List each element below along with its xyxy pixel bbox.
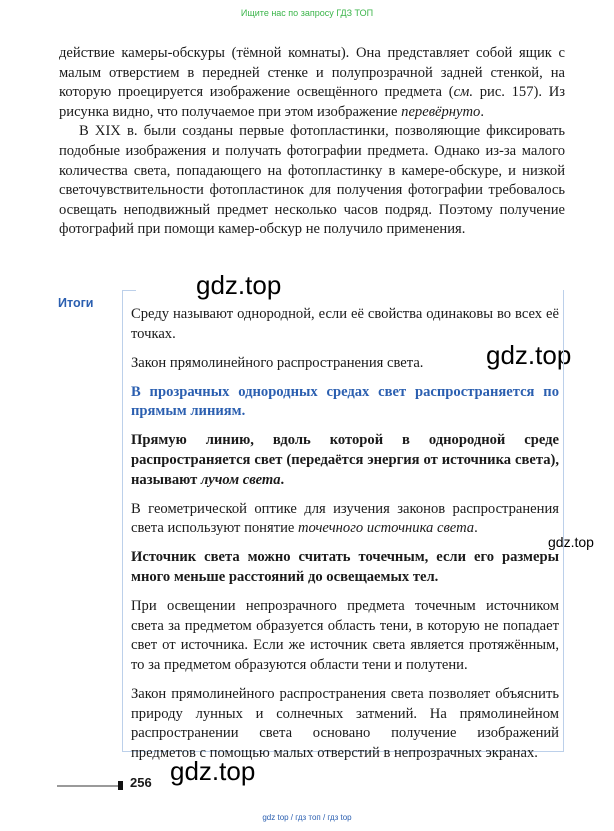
summary-label: Итоги xyxy=(58,296,94,310)
watermark-1: gdz.top xyxy=(196,270,282,300)
inverted-term: перевёрнуто xyxy=(401,103,481,120)
summary-law-title: Закон прямолинейного распространения света. xyxy=(131,354,424,371)
summary-shadow: При освещении непрозрачного предмета точечным источником света за предметом образуется область тени, в которую не попадает свет от источника. Если же источник света является протяжённым, то за предметом образуются области тени и полутени. xyxy=(131,598,559,673)
watermark-2: gdz.top xyxy=(486,340,572,370)
summary-point-source-condition: Источник света можно считать точечным, если его размеры много меньше расстояний до освещаемых тел. xyxy=(131,549,559,586)
summary-light-ray-definition xyxy=(131,431,559,490)
summary-p4-end: . xyxy=(280,471,285,488)
page-number-rule xyxy=(57,785,120,787)
page-number-marker xyxy=(118,781,123,790)
intro-p1-middle: рис. 157). Из рисунка видно, что получаемое при этом изображение xyxy=(59,84,565,120)
see-abbrev: см. xyxy=(453,84,474,101)
intro-paragraph-1 xyxy=(59,44,565,122)
summary-p4-start: Прямую линию, вдоль которой в однородной среде распространяется свет (передаётся энергия от источника света), называют xyxy=(131,432,559,488)
summary-homogeneous-medium: Среду называют однородной, если её свойства одинаковы во всех её точках. xyxy=(131,306,559,342)
summary-p5-end: . xyxy=(474,520,478,537)
intro-text xyxy=(59,44,565,240)
header-search-link[interactable]: Ищите нас по запросу ГДЗ ТОП xyxy=(240,8,374,18)
summary-point-source-concept xyxy=(131,500,559,539)
intro-paragraph-2: В XIX в. были созданы первые фотопластинки, позволяющие фиксировать подобные изображения и получать фотографии предмета. Однако из-за малого количества света, попадающего на фотопластинку в камере-обскуре, и низкой светочувствительности фотопластинок для получения фотографии требовалось освещать неподвижный предмет несколько часов подряд. Поэтому получение фотографий при помощи камер-обскур не получило применения. xyxy=(59,123,565,238)
intro-p1-start: действие камеры-обскуры (тёмной комнаты). Она представляет собой ящик с малым отверстием в передней стенке и полупрозрачной задней стенкой, на которую проецируется изображение освещённого предмета ( xyxy=(59,45,565,101)
watermark-3: gdz.top xyxy=(548,534,594,550)
light-ray-term: лучом света xyxy=(200,471,281,488)
page-number: 256 xyxy=(130,775,152,790)
summary-law-statement: В прозрачных однородных средах свет распространяется по прямым линиям. xyxy=(131,383,559,420)
watermark-4: gdz.top xyxy=(170,756,256,786)
footer-links[interactable]: gdz top / гдз топ / гдз top xyxy=(262,813,352,822)
intro-p1-end: . xyxy=(480,103,485,120)
summary-p5-start: В геометрической оптике для изучения законов распространения света используют понятие xyxy=(131,500,559,537)
summary-content xyxy=(131,305,559,763)
summary-eclipses: Закон прямолинейного распространения света позволяет объяснить природу лунных и солнечных затмений. На прямолинейном распространении света основано получение изображений предметов с помощью малых отверстий в непрозрачных экранах. xyxy=(131,686,559,761)
point-source-term: точечного источника света xyxy=(298,520,475,537)
